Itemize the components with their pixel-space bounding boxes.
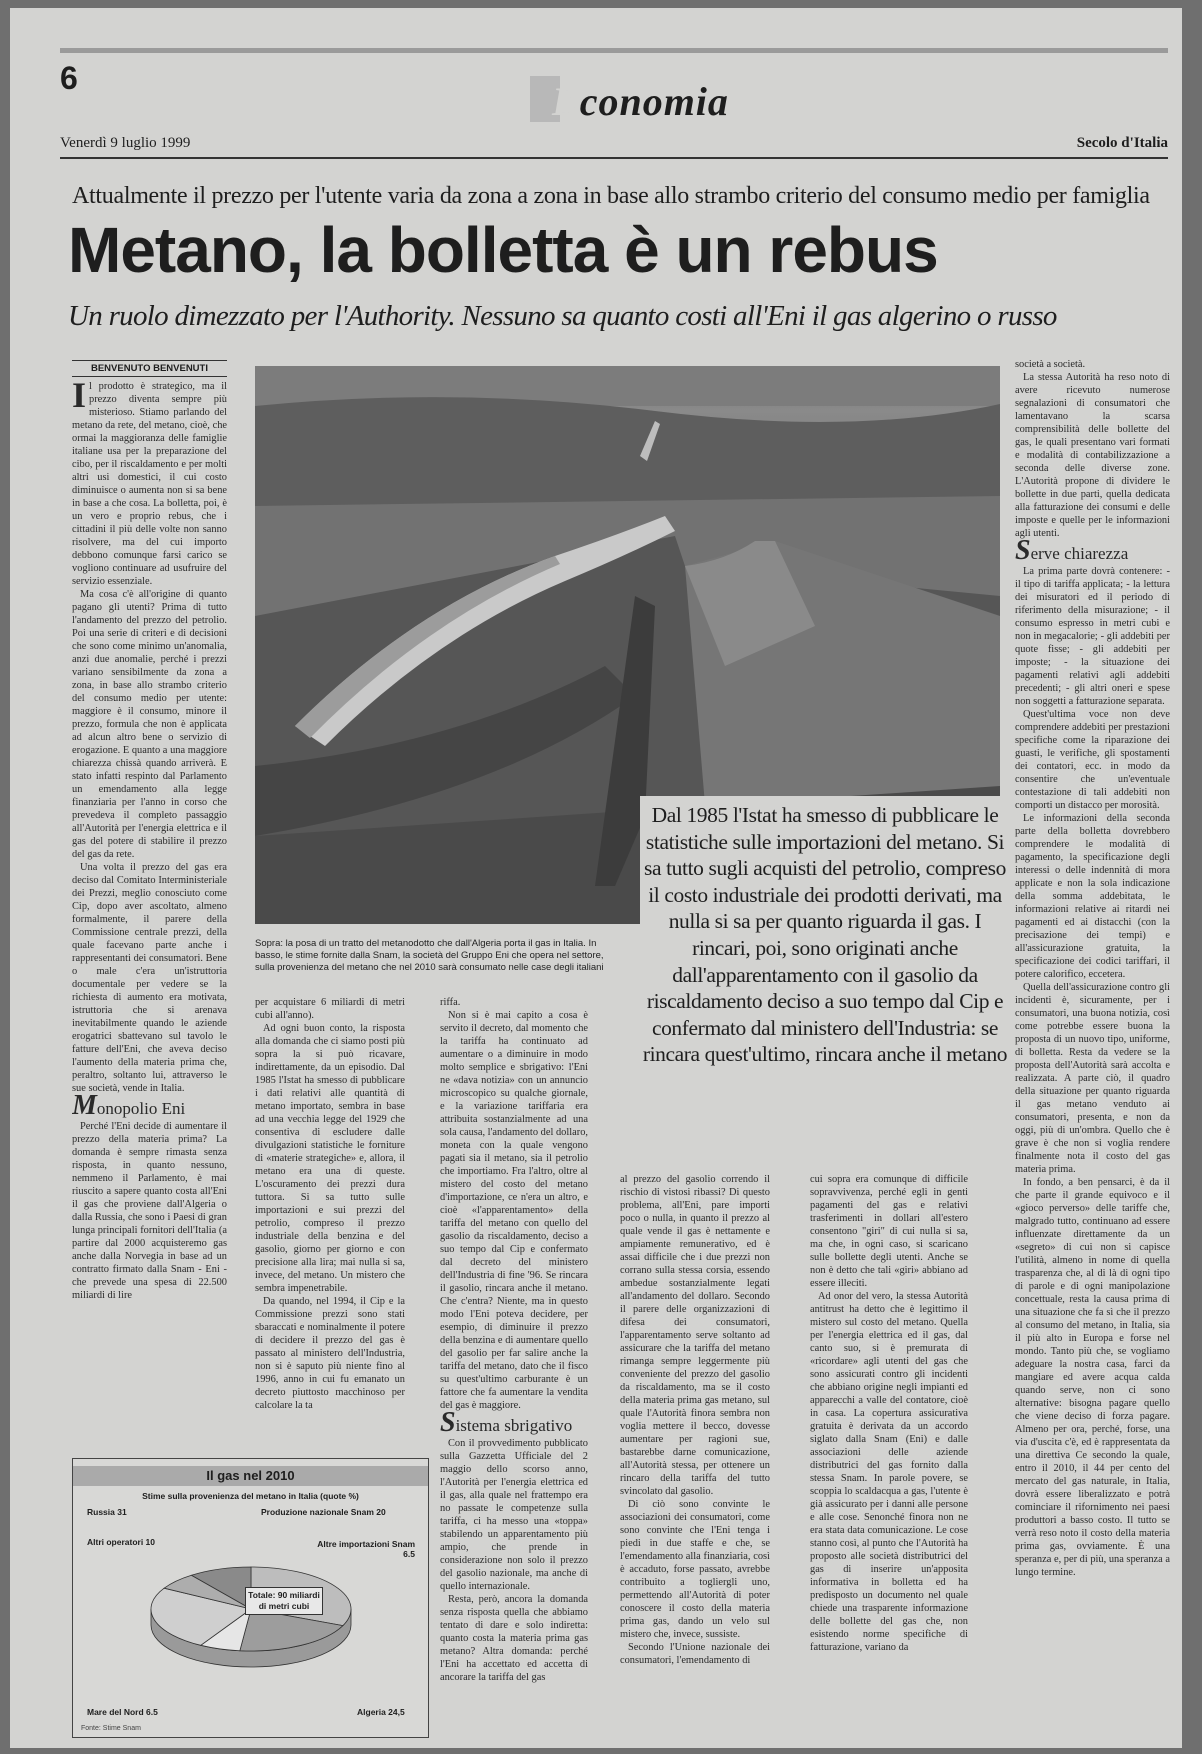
paragraph: La stessa Autorità ha reso noto di avere ricevuto numerose segnalazioni di consumatori che lamentavano la scarsa comprensibilità delle bollette del gas, le quali presentano vari formati e modalità di contabilizzazione a seconda delle diverse zone. L'Autorità propone di dividere le bollette in due parti, quella dedicata alla fatturazione dei consumi e delle imposte e quelle per le informazioni agli utenti. <box>1015 372 1170 539</box>
subtitle-serve: Serve chiarezza <box>1015 535 1129 566</box>
paragraph: cui sopra era comunque di difficile sopravvivenza, perché egli in genti pagamenti del gas e relativi trasferimenti in dollari all'estero consentono "giri" di cui nulla si sa, ma che, in ogni caso, si scaricano sulle bollette degli utenti. Anche se non è detto che tali «giri» abbiano ad essere illeciti. <box>810 1174 968 1289</box>
label-russia: Russia 31 <box>87 1507 127 1517</box>
paragraph: per acquistare 6 miliardi di metri cubi all'anno). <box>255 997 405 1021</box>
pull-quote: Dal 1985 l'Istat ha smesso di pubblicare le statistiche sulle importazioni del metano. Si sa tutto sugli acquisti del petrolio, compreso il costo industriale dei prodotti derivati, ma nulla si sa per quanto riguarda il gas. I rincari, poi, sono originati anche dall'apparentamento con il gasolio da riscaldamento deciso a suo tempo dal Cip e confermato dal ministero dell'Industria: se rincara quest'ultimo, rincara anche il metano <box>640 796 1010 1167</box>
paragraph: Quella dell'assicurazione contro gli incidenti è, sicuramente, per i consumatori, una buona notizia, così come potrebbe essere buona la proposta di un nuovo tipo, uniforme, di bolletta. Resta da vedere se la proposta dell'Autorità sarà accolta e realizzata. A parte ciò, il quadro della situazione per quanto riguarda il gas metano venduto ai consumatori, presenta, e non da oggi, più di un'ombra. Quello che è grave è che non si voglia rendere finalmente nota il costo del gas materia prima. <box>1015 982 1170 1175</box>
column-4 <box>620 1173 770 1736</box>
label-produzione-nazionale: Produzione nazionale Snam 20 <box>261 1507 386 1517</box>
column-1 <box>72 380 227 1450</box>
label-mare-del-nord: Mare del Nord 6.5 <box>87 1707 158 1717</box>
paragraph: società a società. <box>1015 359 1086 370</box>
paragraph: In fondo, a ben pensarci, è da il che parte il grande equivoco e il «gioco perverso» delle tariffe che, malgrado tutto, continuano ad essere influenzate direttamente da un «segreto» di cui non si capisce l'utilità, almeno in nome di quella trasparenza che, al di là di ogni tipo di parole e di ogni manipolazione concettuale, resta la causa prima di una situazione che fa sì che il prezzo al consumo del metano, in Italia, sia il più alto in Europa e forse nel mondo. Tanto più che, se vogliamo adeguare la nostra casa, farci da mangiare ed avere acqua calda quando serve, non ci sono alternative: bisogna pagare quello che viene deciso di forza pagare. Almeno per ora, perché, forse, una via d'uscita c'è, ed è rappresentata da una direttiva Ce secondo la quale, entro il 2010, il 44 per cento del mercato del gas naturale, in Italia, dovrà essere liberalizzato e potrà cominciare il rifornimento nei paesi produttori a basso costo. Il tutto se verrà reso noto il costo della materia prima gas, ovviamente. È una speranza e, per di più, una speranza a lungo termine. <box>1015 1177 1170 1578</box>
gas-2010-chart <box>72 1458 429 1738</box>
date: Venerdì 9 luglio 1999 <box>60 135 191 151</box>
paragraph: Ad ogni buon conto, la risposta alla domanda che ci siamo posti più sopra la si può ricavare, indirettamente, da un episodio. Dal 1985 l'Istat ha smesso di pubblicare i dati relativi alle quantità di metano importato, sembra in base ad una vecchia legge del 1929 che consentiva di escludere dalle divulgazioni statistiche le forniture di «materie strategiche» e, allora, il metano era una di queste. L'oscuramento dei prezzi dura tuttora. Si sa tutto sulle importazioni e sui prezzi del petrolio, compreso il prezzo industriale della benzina e del gasolio, giorno per giorno e con precisione alla lira; mai nulla si sa, invece, del metano. Un mistero che sembra impenetrabile. <box>255 1023 405 1294</box>
subtitle-monopolio: Monopolio Eni <box>72 1090 186 1121</box>
newspaper-page <box>10 8 1182 1748</box>
chart-subtitle: Stime sulla provenienza del metano in Italia (quote %) <box>142 1491 359 1501</box>
lead-paragraph: Il prodotto è strategico, ma il prezzo diventa sempre più misterioso. Stiamo parlando del metano da rete, del metano, cioè, che ormai la maggioranza delle famiglie italiane usa per la preparazione del cibo, per il riscaldamento e per molti altri usi domestici, il cui costo diminuisce o aumenta non si sa bene in base a che cosa. La bolletta, poi, è un vero e proprio rebus, che i cittadini il più delle volte non sanno risolvere, ma del cui importo debbono comunque farsi carico se vogliono continuare ad usufruire del servizio essenziale. <box>72 380 227 587</box>
column-6 <box>1015 358 1170 1738</box>
label-altri-operatori: Altri operatori 10 <box>87 1537 156 1547</box>
section-title-rest: conomia <box>579 79 729 124</box>
subtitle-sistema: Sistema sbrigativo <box>440 1407 573 1438</box>
chart-source: Fonte: Stime Snam <box>81 1725 141 1732</box>
paragraph: Secondo l'Unione nazionale dei consumatori, l'emendamento di <box>620 1642 770 1666</box>
subhead: Un ruolo dimezzato per l'Authority. Nessuno sa quanto costi all'Eni il gas algerino o russo <box>68 300 1057 332</box>
paragraph: Non si è mai capito a cosa è servito il decreto, dal momento che la tariffa ha continuato ad aumentare o a diminuire in modo molto semplice e sbrigativo: l'Eni ne «dava notizia» con un annuncio microscopico su qualche giornale, e la variazione tariffaria era attribuita sostanzialmente ad una sola causa, l'andamento del dollaro, moneta con la quale vengono pagati sia il metano, sia il petrolio che importiamo. Fra l'altro, oltre al mistero del costo del metano d'importazione, ce n'era un altro, e cioè «l'apparentamento» della tariffa del metano con quello del gasolio da riscaldamento, deciso a suo tempo dal Cip e confermato dal decreto del ministero dell'Industria di fine '96. Se rincara il gasolio, rincara anche il metano. Che c'entra? Niente, ma in questo modo l'Eni poteva decidere, per esempio, di diminuire il prezzo della benzina e di aumentare quello del gasolio per far salire anche la tariffa del metano, dato che il fisco su quest'ultimo carburante è un fattore che fa aumentare la vendita del gas è maggiore. <box>440 1010 588 1411</box>
paper-name: Secolo d'Italia <box>1076 135 1168 151</box>
section-initial: E <box>552 79 580 124</box>
photo-caption: Sopra: la posa di un tratto del metanodotto che dall'Algeria porta il gas in Italia. In basso, le stime fornite dalla Snam, la società del Gruppo Eni che opera nel settore, sulla provenienza del metano che nel 2010 sarà consumato nelle case degli italiani <box>255 938 604 973</box>
byline: BENVENUTO BENVENUTI <box>72 360 227 377</box>
column-5 <box>810 1173 968 1736</box>
kicker: Attualmente il prezzo per l'utente varia da zona a zona in base allo strambo criterio del consumo medio per famiglia <box>72 183 1150 209</box>
paragraph: Di ciò sono convinte le associazioni dei consumatori, come sono convinte che l'Eni tenga i piedi in due staffe e che, se l'emendamento alla finanziaria, così è accaduto, forse passato, avrebbe contribuito a togliergli uno, permettendo all'Autorità di poter conoscere il costo della materia prima gas, dando un velo sul mistero che, invece, sussiste. <box>620 1499 770 1640</box>
page-number: 6 <box>60 60 78 96</box>
paragraph: Resta, però, ancora la domanda senza risposta quella che abbiamo tentato di dare e solo indiretta: quanto costa la materia prima gas metano? Altra domanda: perché l'Eni ha accettato ed accetta di ancorare la tariffa del gas <box>440 1594 588 1683</box>
drop-cap: I <box>72 380 87 415</box>
headline: Metano, la bolletta è un rebus <box>68 214 938 286</box>
top-rule <box>60 48 1168 53</box>
paragraph: Ma cosa c'è all'origine di quanto pagano gli utenti? Prima di tutto l'andamento del prezzo del petrolio. Poi una serie di criteri e di decisioni che sono come minimo un'anomalia, anzi due anomalie, perché i prezzi variano sensibilmente da zona a zona, in base allo strambo criterio del consumo medio per utente: maggiore è il consumo, minore il prezzo, formula che non è applicata ad alcun altro bene o servizio di erogazione. E quanto a una maggiore chiarezza chissà quando arriverà. E stato infatti respinto dal Parlamento un emendamento alla legge finanziaria per l'anno in corso che prevedeva il completo passaggio all'Autorità per l'energia elettrica e il gas del potere di stabilire il prezzo del gas da rete. <box>72 589 227 860</box>
paragraph: al prezzo del gasolio correndo il rischio di vistosi ribassi? Di questo problema, all'Eni, pare importi poco o nulla, in quanto il prezzo al quale vende il gas è nettamente e ampiamente remunerativo, ed è assai difficile che i due prezzi non corrano sulla stessa corsia, essendo ambedue sostanzialmente legati all'andamento del dollaro. Secondo il parere delle organizzazioni di difesa dei consumatori, l'apparentamento serve soltanto ad assicurare che la tariffa del metano rimanga sempre leggermente più conveniente del prezzo del gasolio da riscaldamento, ma se il costo della materia prima gas metano, sul quale l'Autorità finora sembra non voglia mettere il becco, dovesse aumentare per ragioni sue, bastarebbe darne comunicazione, all'Autorità stessa, per ottenere un rincaro della tariffa del tutto svincolato dal gasolio. <box>620 1174 770 1497</box>
chart-title: Il gas nel 2010 <box>73 1466 428 1486</box>
paragraph: Quest'ultima voce non deve comprendere addebiti per prestazioni specifiche come la riparazione dei guasti, le verifiche, gli spostamenti dei contatori, ecc. in modo da consentire che un'eventuale contestazione di tali addebiti non comporti un distacco per morosità. <box>1015 709 1170 811</box>
paragraph: riffa. <box>440 997 461 1008</box>
paragraph: Una volta il prezzo del gas era deciso dal Comitato Interministeriale dei Prezzi, meglio conosciuto come Cip, dopo aver ascoltato, almeno formalmente, il parere della Commissione centrale prezzi, della quale facevano parte anche i rappresentanti dei consumatori. Bene o male c'era un'istruttoria documentale per vedere se la richiesta di aumento era motivata, istruttoria che si arenava inevitabilmente quando le aziende erogatrici sbattevano sul tavolo le fatture dell'Eni, che aveva deciso l'aumento della materia prima che, peraltro, soltanto lui, attraverso le sue società, vende in Italia. <box>72 862 227 1094</box>
paragraph: Perché l'Eni decide di aumentare il prezzo della materia prima? La domanda è sempre rimasta senza risposta, in quanto nessuno, nemmeno il Parlamento, è mai riuscito a sapere quanto costa all'Eni il gas che proviene dall'Algeria o dalla Russia, che sono i Paesi di gran lunga principali fornitori dell'Italia (a partire dal 2000 acquisteremo gas anche dalla Norvegia in base ad un contratto firmato dalla Snam - Eni - che prevede una spesa di 22.500 miliardi di lire <box>72 1121 227 1301</box>
paragraph: Da quando, nel 1994, il Cip e la Commissione prezzi sono stati sbaraccati e nominalmente il potere di decidere il prezzo del gas è passato al ministero dell'Industria, non si è saputo più niente fino al 1996, anno in cui fu emanato un decreto piuttosto macchinoso per calcolare la ta <box>255 1296 405 1411</box>
paragraph: La prima parte dovrà contenere: - il tipo di tariffa applicata; - la lettura dei misuratori ed il periodo di riferimento della misurazione; - il consumo espresso in metri cubi e non in megacalorie; - gli addebiti per quote fisse; - gli addebiti per imposte; - la situazione dei pagamenti relativi agli addebiti precedenti; - gli altri oneri e spese non soggetti a fatturazione separata. <box>1015 566 1170 707</box>
label-algeria: Algeria 24,5 <box>357 1707 405 1717</box>
paragraph: Ad onor del vero, la stessa Autorità antitrust ha detto che è legittimo il mistero sul costo del metano. Quella per l'energia elettrica ed il gas, dal canto suo, si è premurata di «ricordare» agli utenti del gas che sono assicurati contro gli incidenti che abbiano origine negli impianti ed apparecchi a valle del contatore, cioè in casa. La copertura assicurativa gratuita è derivata da un accordo siglato dalla Snam (Eni) e dalle associazioni delle aziende distributrici del gas fornito dalla stessa Snam. In parole povere, se scoppia lo scaldacqua a gas, l'utente è già assicurato per i danni alle persone e alle cose. Senonché finora non ne era stata data comunicazione. Le cose stanno così, al punto che l'Autorità ha proposto alle società distributrici del gas di inserire un'apposita informativa in bolletta ed ha predisposto un documento nel quale chiede una trasparente informazione delle bollette del gas che, non esistendo norme specifiche di fatturazione, variano da <box>810 1291 968 1653</box>
column-2 <box>255 996 405 1448</box>
paragraph: Le informazioni della seconda parte della bolletta dovrebbero comprendere le modalità di pagamento, la specificazione degli interessi o delle indennità di mora applicate e non la sola indicazione della somma addebitata, le informazioni relative ai ritardi nei pagamenti ed ai distacchi (con la precisazione dei tempi) e all'assicurazione gratuita, la specificazione dei codici tariffari, il potere calorifico, eccetera. <box>1015 813 1170 980</box>
label-altre-importazioni: Altre importazioni Snam 6.5 <box>317 1539 415 1559</box>
dateline <box>60 135 1168 159</box>
total-label: Totale: 90 miliardi di metri cubi <box>245 1587 323 1615</box>
column-3 <box>440 996 588 1736</box>
paragraph: Con il provvedimento pubblicato sulla Gazzetta Ufficiale del 2 maggio dello scorso anno, l'Autorità per l'energia elettrica ed il gas, alla quale nel frattempo era no passate le competenze sulla tariffa, ci ha messo una «toppa» stabilendo un apparentamento più ampio, che prende in considerazione non solo il prezzo del gasolio nazionale, ma anche di quello internazionale. <box>440 1438 588 1592</box>
